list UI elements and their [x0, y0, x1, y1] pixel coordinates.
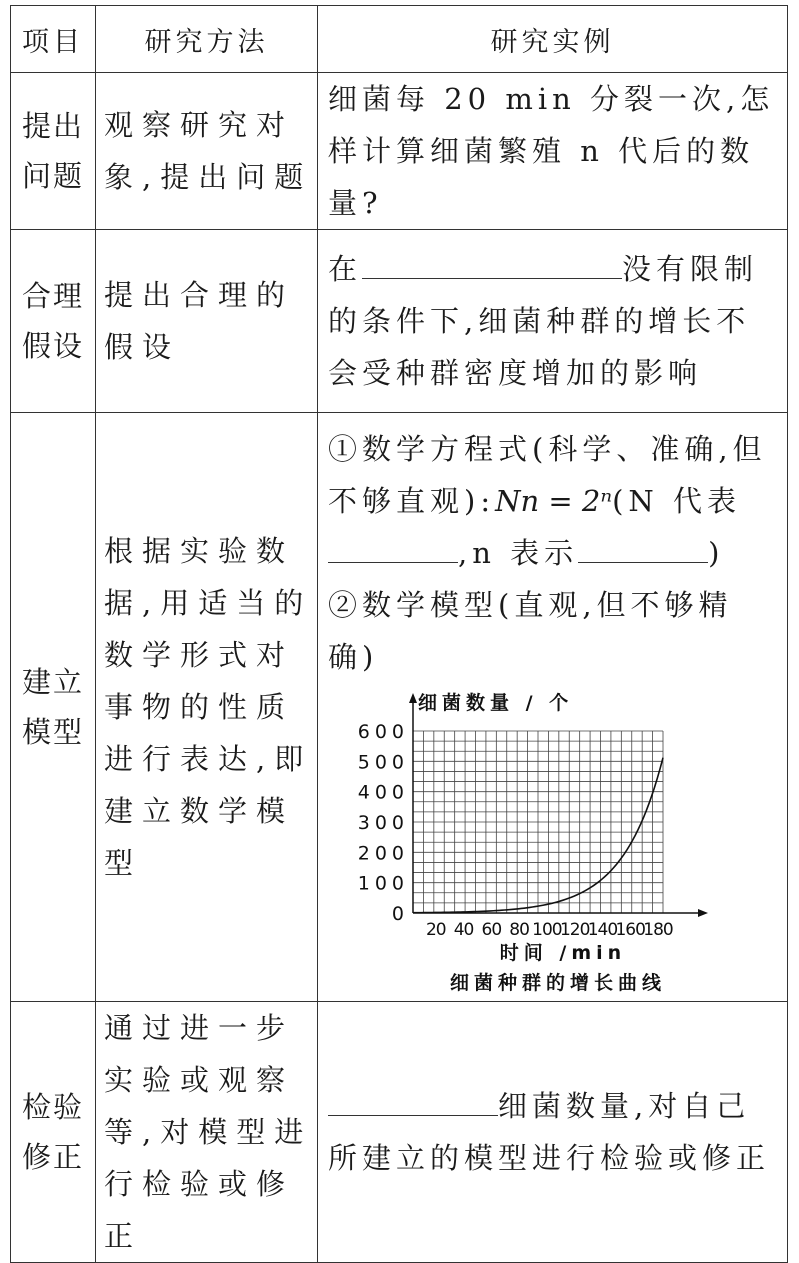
table-row — [11, 1002, 788, 1263]
x-tick-label: 20 — [425, 920, 446, 940]
row-method: 观察研究对象,提出问题 — [96, 73, 318, 230]
fill-blank[interactable] — [578, 532, 708, 563]
x-tick-label: 40 — [453, 920, 474, 940]
header-method: 研究方法 — [96, 6, 318, 73]
row-item: 提出 问题 — [11, 73, 96, 230]
y-tick-label: 400 — [357, 781, 409, 804]
x-tick-label: 60 — [481, 920, 502, 940]
y-axis-label: 细菌数量 / 个 — [418, 692, 574, 714]
row-example: ①数学方程式(科学、准确,但不够直观):Nn = 2ⁿ(N 代表 ,n 表示 ) ②数学模型(直观,但不够精确) 0 100 200 300 400 500 600 20 40 60 80 100 120 140 160 180 细菌数量 / 个 时间 /min 细菌种群的增长曲线 — [318, 413, 788, 1002]
table-header-row — [11, 6, 788, 73]
y-axis-arrow — [409, 693, 417, 703]
fill-blank[interactable] — [362, 248, 622, 279]
row-method: 提出合理的假设 — [96, 230, 318, 413]
row-method: 根据实验数据,用适当的数学形式对事物的性质进行表达,即建立数学模型 — [96, 413, 318, 1002]
y-tick-label: 200 — [357, 842, 409, 865]
x-tick-label: 180 — [643, 920, 673, 940]
x-axis-arrow — [698, 909, 708, 917]
table-row — [11, 73, 788, 230]
x-tick-label: 160 — [615, 920, 645, 940]
x-axis-label: 时间 /min — [499, 942, 627, 964]
growth-chart — [357, 691, 728, 1001]
header-example: 研究实例 — [318, 6, 788, 73]
x-tick-label: 100 — [532, 920, 562, 940]
x-tick-label: 140 — [587, 920, 618, 940]
fill-blank[interactable] — [328, 532, 458, 563]
row-item: 检验 修正 — [11, 1002, 96, 1263]
row-example: 在 没有限制的条件下,细菌种群的增长不会受种群密度增加的影响 — [318, 230, 788, 413]
chart-title: 细菌种群的增长曲线 — [449, 972, 667, 994]
row-item: 建立 模型 — [11, 413, 96, 1002]
formula: Nn = 2ⁿ — [495, 484, 613, 518]
y-tick-label: 500 — [357, 751, 409, 774]
fill-blank[interactable] — [328, 1085, 498, 1116]
row-example: 细菌每 20 min 分裂一次,怎样计算细菌繁殖 n 代后的数量? — [318, 73, 788, 230]
table-row — [11, 230, 788, 413]
y-tick-label: 300 — [357, 812, 409, 834]
row-example: 细菌数量,对自己所建立的模型进行检验或修正 — [318, 1002, 788, 1263]
x-tick-label: 120 — [559, 920, 590, 940]
header-item: 项目 — [11, 6, 96, 73]
row-item: 合理 假设 — [11, 230, 96, 413]
y-tick-label: 600 — [357, 721, 409, 743]
x-tick-label: 80 — [509, 920, 529, 940]
growth-chart-svg — [357, 691, 728, 1001]
research-table — [10, 5, 788, 1263]
row-method: 通过进一步实验或观察等,对模型进行检验或修正 — [96, 1002, 318, 1263]
y-tick-label: 0 — [391, 903, 409, 925]
y-tick-label: 100 — [357, 872, 409, 895]
table-row — [11, 413, 788, 1002]
